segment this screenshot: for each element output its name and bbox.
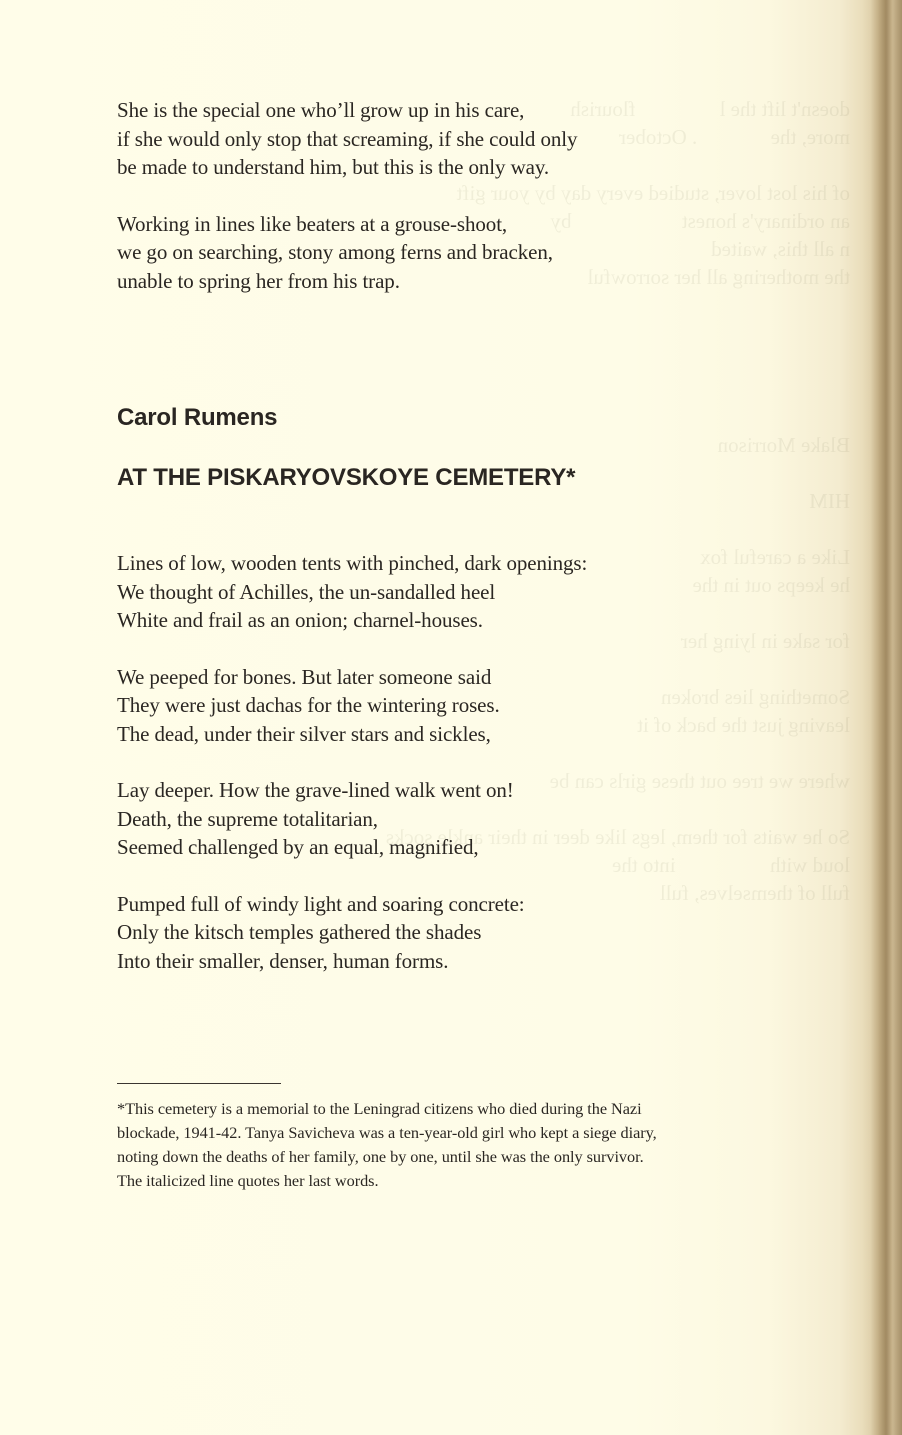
poem-line: be made to understand him, but this is the only way. <box>117 155 550 179</box>
show-through-line: for sake in lying her <box>680 629 850 653</box>
footnote <box>117 1097 857 1193</box>
stanza <box>117 890 857 976</box>
poem-author: Carol Rumens <box>117 404 278 431</box>
footnote-line: *This cemetery is a memorial to the Leningrad citizens who died during the Nazi <box>117 1099 642 1118</box>
stanza <box>117 210 857 296</box>
poem-line: Death, the supreme totalitarian, <box>117 806 378 831</box>
page-content <box>117 96 857 1003</box>
show-through-line: loud with into the <box>612 853 850 877</box>
poem-line: They were just dachas for the wintering roses. <box>117 693 500 717</box>
poem-line: Only the kitsch temples gathered the shades <box>117 920 482 944</box>
show-through-line: the mothering all her sorrowful <box>587 265 850 289</box>
show-through-line: n all this, waited <box>711 237 850 261</box>
show-through-line: Like a careful fox <box>700 545 850 569</box>
poem-line: Pumped full of windy light and soaring concrete: <box>117 891 525 916</box>
show-through-line: more, the . October <box>619 125 850 149</box>
show-through-line: So he waits for them, legs like deer in their ankle socks <box>385 825 850 849</box>
show-through-line: where we tree out these girls can be <box>549 769 850 793</box>
poem-line: She is the special one who’ll grow up in his care, <box>117 98 525 122</box>
poem-line: if she would only stop that screaming, if she could only <box>117 126 578 151</box>
poem-line: White and frail as an onion; charnel-houses. <box>117 608 483 632</box>
poem-line: The dead, under their silver stars and sickles, <box>117 721 491 746</box>
footnote-line: blockade, 1941-42. Tanya Savicheva was a ten-year-old girl who kept a siege diary, <box>117 1123 657 1142</box>
poem-line: Lines of low, wooden tents with pinched, dark openings: <box>117 551 588 575</box>
stanza <box>117 663 857 749</box>
footnote-line: The italicized line quotes her last words. <box>117 1171 379 1190</box>
show-through-line: Something lies broken <box>661 685 850 709</box>
show-through-line: HIM <box>809 489 850 513</box>
footnote-divider <box>117 1083 281 1084</box>
stanza <box>117 776 857 862</box>
poem-line: Into their smaller, denser, human forms. <box>117 948 449 973</box>
footnote-line: noting down the deaths of her family, one by one, until she was the only survivor. <box>117 1147 644 1166</box>
stanza <box>117 96 857 182</box>
poem-line: Seemed challenged by an equal, magnified, <box>117 835 479 859</box>
poem-line: Working in lines like beaters at a grouse-shoot, <box>117 211 508 236</box>
show-through-line: full of themselves, full <box>659 881 850 905</box>
show-through-line: of his lost lover, studied every day by your gift <box>456 181 850 205</box>
stanza <box>117 549 857 635</box>
poem-line: unable to spring her from his trap. <box>117 268 400 293</box>
book-spine-edge <box>862 0 902 1435</box>
poem-line: We peeped for bones. But later someone said <box>117 664 492 689</box>
poem-line: we go on searching, stony among ferns and bracken, <box>117 240 553 264</box>
show-through-line: doesn't lift the l flourish <box>570 97 850 121</box>
poem-line: We thought of Achilles, the un-sandalled heel <box>117 579 496 604</box>
show-through-line: he keeps out in the <box>692 573 850 597</box>
poem-body <box>117 549 857 975</box>
poem-title: AT THE PISKARYOVSKOYE CEMETERY* <box>117 464 576 491</box>
poem-line: Lay deeper. How the grave-lined walk went on! <box>117 778 514 802</box>
show-through-line: an ordinary's honest by <box>550 209 850 233</box>
previous-poem-ending <box>117 96 857 295</box>
show-through-line: Blake Morrison <box>717 433 850 457</box>
show-through-line: leaving just the back of it <box>637 713 850 737</box>
